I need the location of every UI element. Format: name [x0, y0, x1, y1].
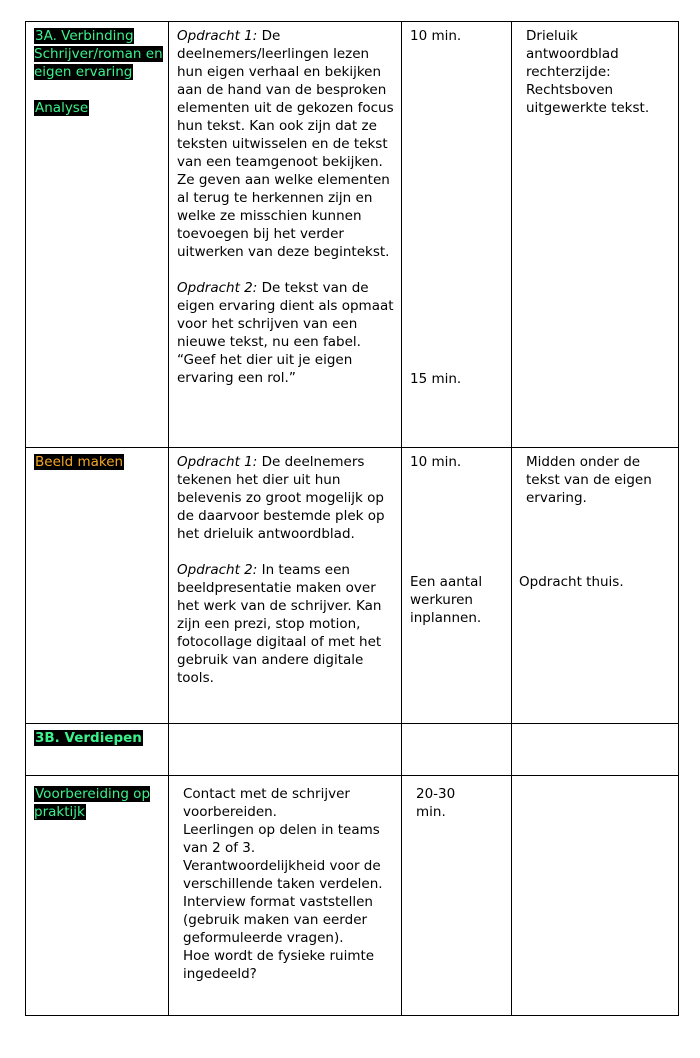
task-body: De deelnemers tekenen het dier uit hun belevenis zo groot mogelijk op de daarvoor bestemde plek op het drieluik antwoordblad. [177, 454, 385, 542]
row-beeld-time-cell [402, 448, 512, 724]
task-paragraph [177, 453, 395, 543]
row-3a-label-cell [26, 22, 169, 448]
time-value: 10 min. [410, 28, 462, 44]
time-value: 15 min. [410, 371, 462, 387]
lesson-plan-table-wrapper [25, 21, 679, 1016]
task-lead: Opdracht 2: [177, 280, 258, 296]
table-row-beeld-maken [26, 448, 679, 724]
table-row-voorbereiding [26, 776, 679, 1016]
time-value: 20-30 min. [416, 786, 456, 820]
task-lead: Opdracht 1: [177, 28, 258, 44]
task-body: De tekst van de eigen ervaring dient als opmaat voor het schrijven van een nieuwe tekst, nu een fabel. “Geef het dier uit je eigen ervaring een rol.” [177, 280, 394, 386]
row-3b-empty-cell [512, 724, 679, 776]
table-row-3a [26, 22, 679, 448]
section-label-beeld-maken: Beeld maken [35, 454, 124, 470]
table-row-3b [26, 724, 679, 776]
section-label-voorbereiding: Voorbereiding op praktijk [34, 786, 151, 820]
section-label-3a-text: 3A. Verbinding Schrijver/roman en eigen ervaring [34, 28, 163, 80]
lesson-plan-table [25, 21, 679, 1016]
note-text: Midden onder de tekst van de eigen ervaring. [526, 454, 652, 506]
row-3a-tasks-cell [169, 22, 402, 448]
row-voorbereiding-label-cell [26, 776, 169, 1016]
row-3a-notes-cell [512, 22, 679, 448]
note-text: Opdracht thuis. [519, 574, 624, 590]
row-voorbereiding-content-cell [169, 776, 402, 1016]
note-text: Drieluik antwoordblad rechterzijde: Rechtsboven uitgewerkte tekst. [526, 28, 650, 116]
task-lead: Opdracht 1: [177, 454, 258, 470]
row-voorbereiding-time-cell [402, 776, 512, 1016]
row-beeld-notes-cell [512, 448, 679, 724]
section-label-3a [34, 27, 164, 81]
row-voorbereiding-notes-cell [512, 776, 679, 1016]
section-label-analyse-text: Analyse [35, 100, 89, 116]
row-3b-label-cell [26, 724, 169, 776]
task-paragraph [177, 279, 395, 387]
task-paragraph [177, 561, 395, 687]
task-body: De deelnemers/leerlingen lezen hun eigen verhaal en bekijken aan de hand van de besproken elementen uit de gekozen focus hun tekst. Kan ook zijn dat ze teksten uitwisselen en de tekst van een teamgenoot bekijken. Ze geven aan welke elementen al terug te herkennen zijn en welke ze misschien kunnen toevoegen bij het verder uitwerken van deze begintekst. [177, 28, 394, 260]
row-beeld-label-cell [26, 448, 169, 724]
row-3b-empty-cell [402, 724, 512, 776]
row-beeld-tasks-cell [169, 448, 402, 724]
task-paragraph [177, 27, 395, 261]
row-3a-time-cell [402, 22, 512, 448]
section-label-3b: 3B. Verdiepen [35, 730, 142, 746]
row-3b-empty-cell [169, 724, 402, 776]
task-lead: Opdracht 2: [177, 562, 258, 578]
task-body: In teams een beeldpresentatie maken over het werk van de schrijver. Kan zijn een prezi, stop motion, fotocollage digitaal of met het gebruik van andere digitale tools. [177, 562, 382, 686]
content-text: Contact met de schrijver voorbereiden. Leerlingen op delen in teams van 2 of 3. Verantwoordelijkheid voor de verschillende taken verdelen. Interview format vaststellen (gebruik maken van eerder geformuleerde vragen). Hoe wordt de fysieke ruimte ingedeeld? [183, 786, 383, 982]
time-value: 10 min. [410, 454, 462, 470]
section-label-analyse [34, 99, 164, 117]
time-value: Een aantal werkuren inplannen. [410, 574, 483, 626]
